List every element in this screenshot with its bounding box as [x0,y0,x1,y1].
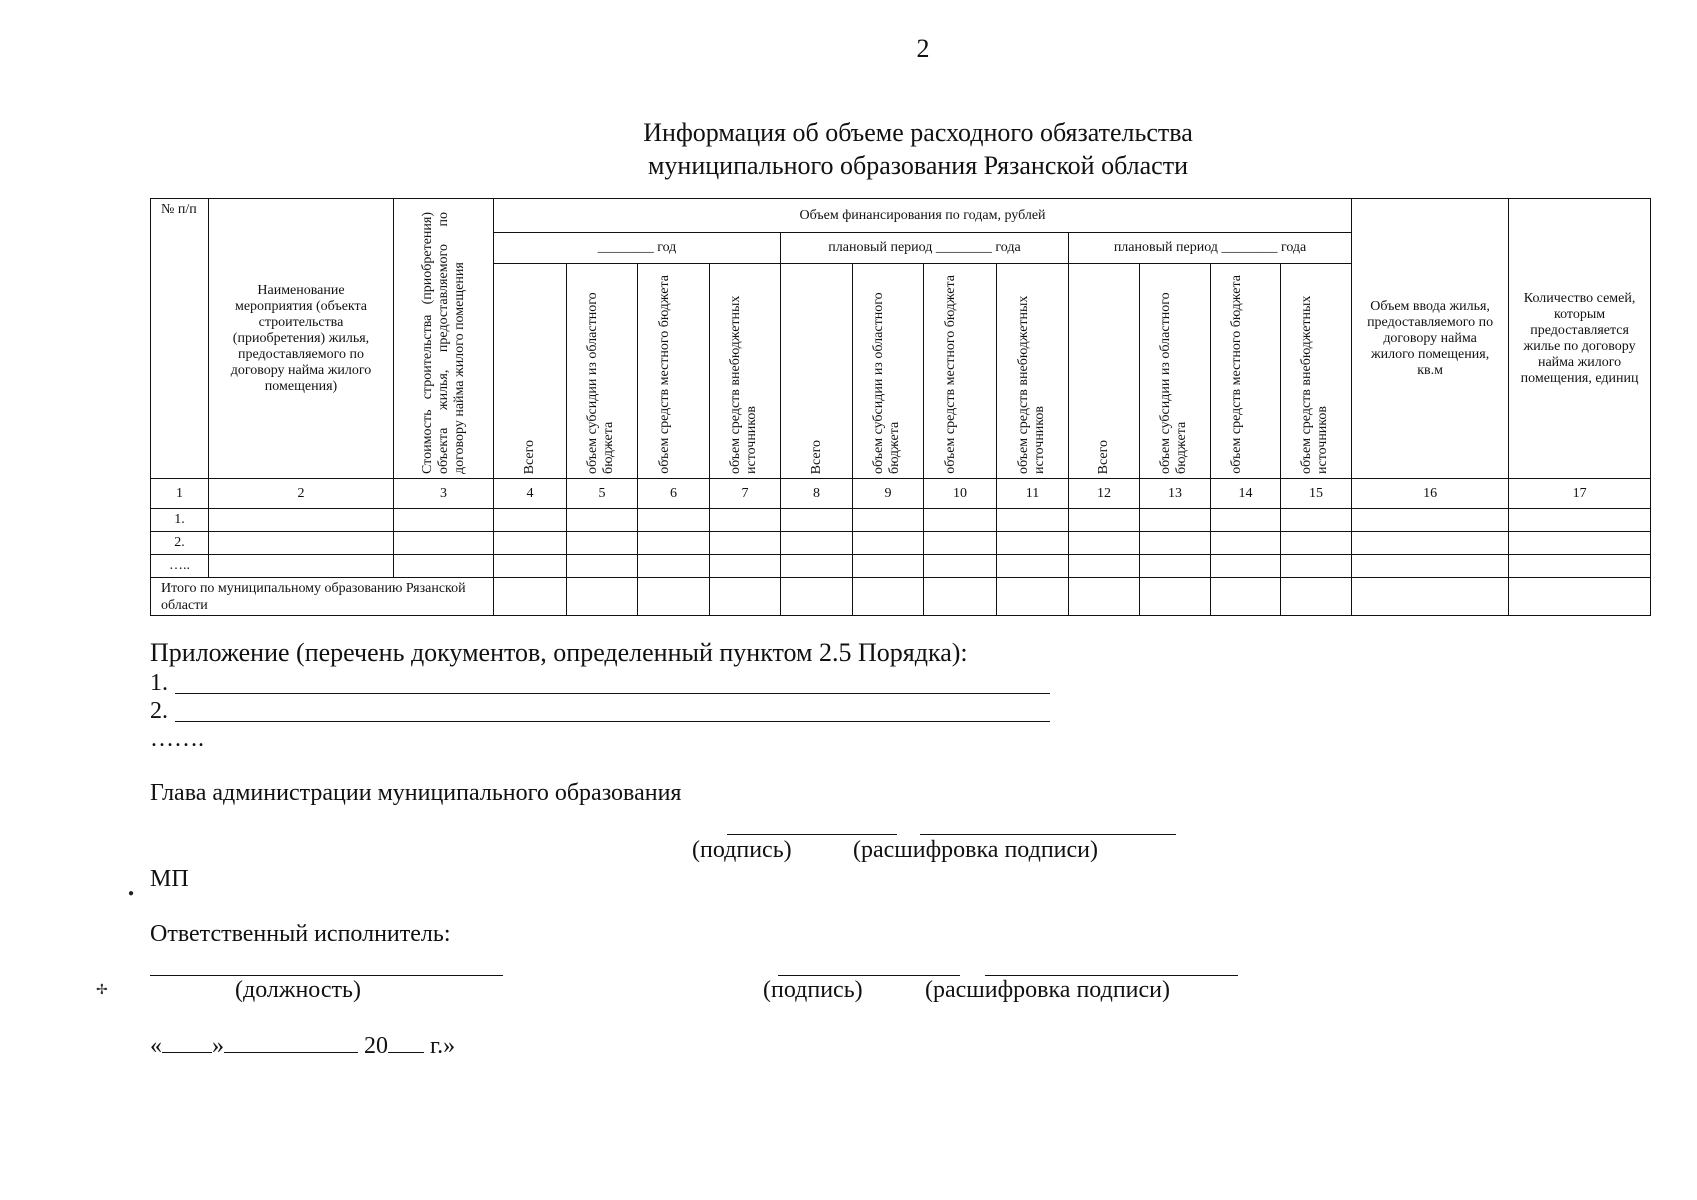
document-title [560,116,1276,182]
header-local-2: объем средств местного бюджета [924,264,997,479]
stamp-label: МП [150,866,189,892]
signature-caption-1: (подпись) [692,837,792,863]
month-blank [224,1052,358,1053]
header-total-3: Всего [1069,264,1140,479]
appendix-item-1: 1. [150,670,168,696]
appendix-line-2 [175,721,1050,722]
year-blank [388,1052,424,1053]
position-caption: (должность) [235,977,361,1003]
signature-caption-2: (подпись) [763,977,863,1003]
table-row [151,555,1651,578]
header-extra-3: объем средств внебюджетных источников [1281,264,1352,479]
page-number: 2 [916,34,930,63]
col-number: 16 [1352,479,1509,509]
table-row [151,532,1651,555]
header-regional-3: объем субсидии из областного бюджета [1140,264,1211,479]
header-period-3: плановый период ________ года [1069,233,1352,264]
header-total-1: Всего [494,264,567,479]
header-name: Наименование мероприятия (объекта строительства (приобретения) жилья, предоставляемого по договору найма жилого помещения) [209,199,394,479]
col-number: 15 [1281,479,1352,509]
col-number: 3 [394,479,494,509]
head-admin-label: Глава администрации муниципального образования [150,780,682,806]
date-close-quote: » [212,1033,224,1059]
year-prefix: 20 [364,1033,388,1059]
appendix-heading: Приложение (перечень документов, определенный пунктом 2.5 Порядка): [150,638,968,667]
col-number: 11 [997,479,1069,509]
date-line [150,1033,455,1060]
col-number: 4 [494,479,567,509]
signature-line-1 [727,834,897,835]
scan-speck: ● [128,888,135,899]
date-open-quote: « [150,1033,162,1059]
col-number: 17 [1509,479,1651,509]
header-regional-1: объем субсидии из областного бюджета [567,264,638,479]
header-period-1: ________ год [494,233,781,264]
col-number: 6 [638,479,710,509]
title-line-1: Информация об объеме расходного обязательства [643,118,1193,147]
header-local-1: объем средств местного бюджета [638,264,710,479]
responsible-label: Ответственный исполнитель: [150,921,451,947]
appendix-line-1 [175,693,1050,694]
header-financing: Объем финансирования по годам, рублей [494,199,1352,233]
header-extra-2: объем средств внебюджетных источников [997,264,1069,479]
row-number: ….. [151,555,209,578]
decoding-caption-2: (расшифровка подписи) [925,977,1170,1003]
header-total-2: Всего [781,264,853,479]
col-number: 7 [710,479,781,509]
header-number: № п/п [151,199,209,479]
decoding-line-2 [985,975,1238,976]
col-number: 2 [209,479,394,509]
header-cost: Стоимость строительства (приобретения) объекта жилья, предоставляемого по договору найма жилого помещения [394,199,494,479]
total-row [151,578,1651,616]
header-local-3: объем средств местного бюджета [1211,264,1281,479]
row-number: 1. [151,509,209,532]
col-number: 8 [781,479,853,509]
header-regional-2: объем субсидии из областного бюджета [853,264,924,479]
header-extra-1: объем средств внебюджетных источников [710,264,781,479]
header-area: Объем ввода жилья, предоставляемого по договору найма жилого помещения, кв.м [1352,199,1509,479]
date-suffix: г.» [430,1033,456,1059]
position-line [150,975,503,976]
appendix-ellipsis: ……. [150,726,204,752]
header-families: Количество семей, которым предоставляется жилье по договору найма жилого помещения, единиц [1509,199,1651,479]
header-period-2: плановый период ________ года [781,233,1069,264]
signature-line-2 [778,975,960,976]
col-number: 12 [1069,479,1140,509]
row-number: 2. [151,532,209,555]
day-blank [162,1052,212,1053]
title-line-2: муниципального образования Рязанской области [647,151,1189,180]
scan-speck: ✢ [96,983,108,998]
total-row-label: Итого по муниципальному образованию Рязанской области [151,578,494,616]
expense-table [150,198,1651,616]
col-number: 5 [567,479,638,509]
decoding-line-1 [920,834,1176,835]
col-number: 13 [1140,479,1211,509]
col-number: 1 [151,479,209,509]
decoding-caption-1: (расшифровка подписи) [853,837,1098,863]
table-row [151,509,1651,532]
col-number: 10 [924,479,997,509]
appendix-item-2: 2. [150,698,168,724]
col-number: 14 [1211,479,1281,509]
col-number: 9 [853,479,924,509]
